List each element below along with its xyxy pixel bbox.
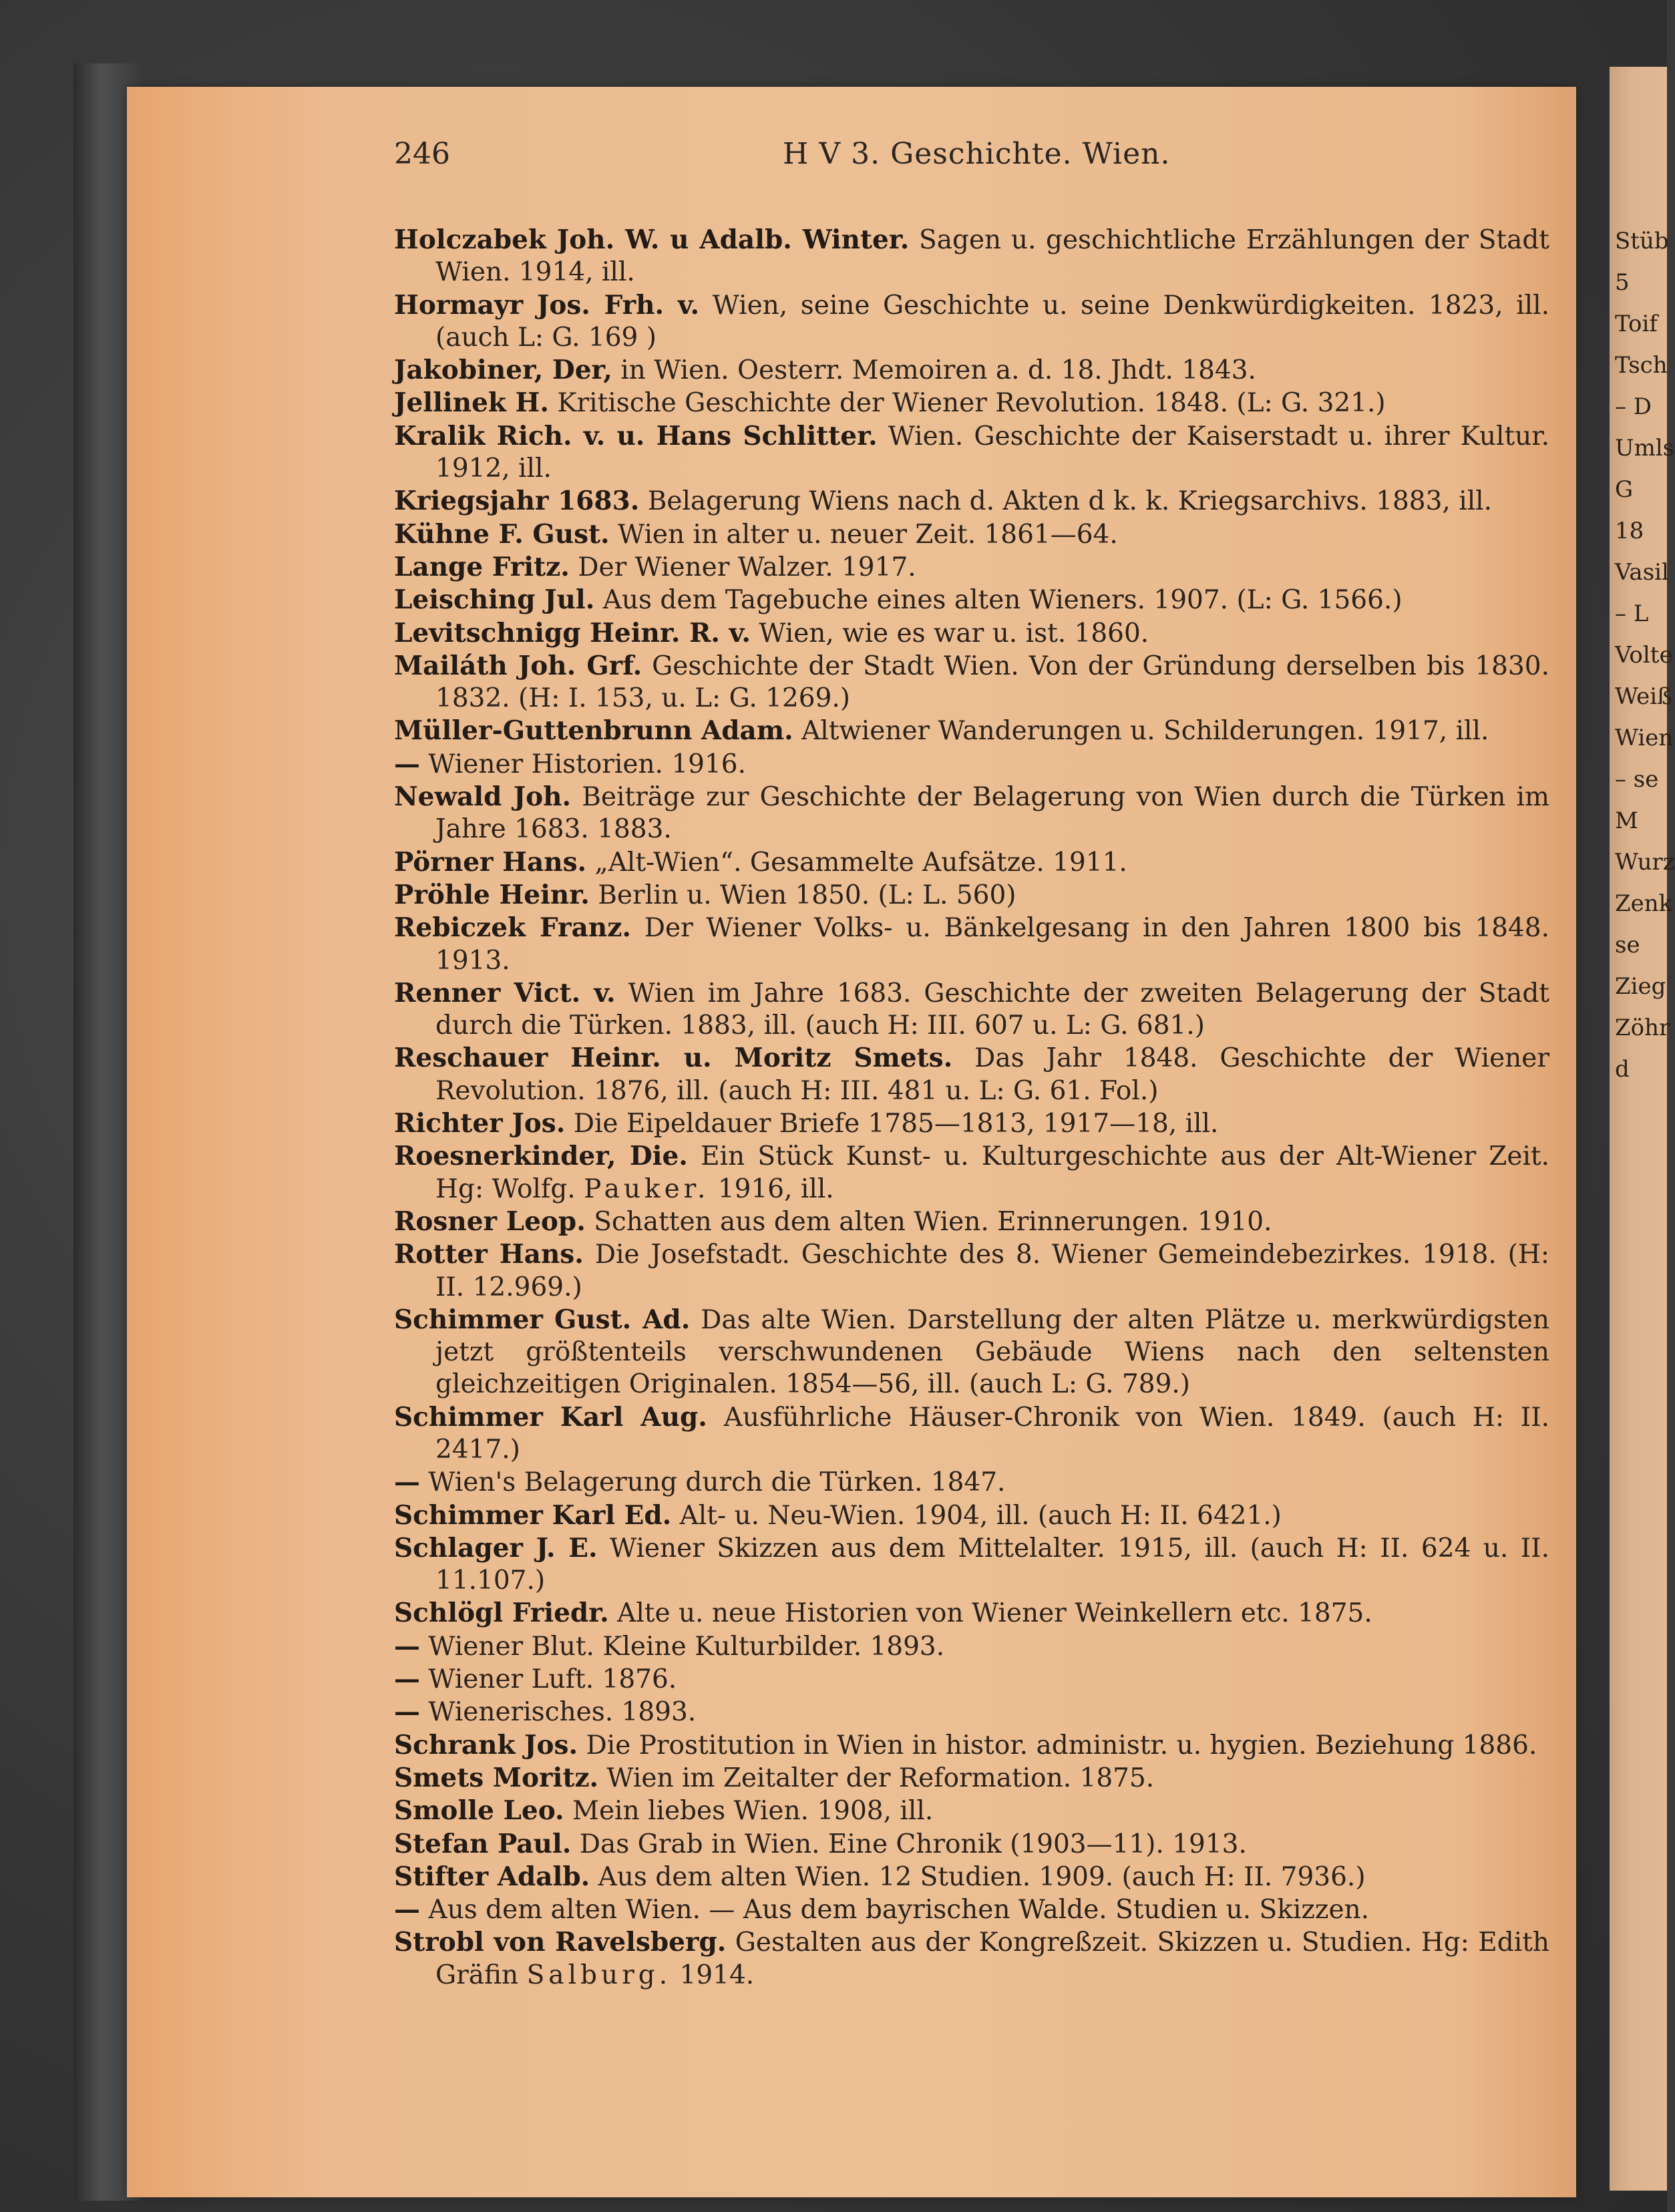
entry-text: Wiener Skizzen aus dem Mittelalter. 1915, ill. (auch H: II. 624 u. II. 11.107.) (435, 1533, 1549, 1596)
entry-text: Wien's Belagerung durch die Türken. 1847. (428, 1467, 1006, 1498)
entry-author: Roesnerkinder, Die. (394, 1141, 688, 1172)
bibliography-list (394, 224, 1549, 1992)
entry-text: Wien in alter u. neuer Zeit. 1861—64. (618, 519, 1118, 550)
entry-text: Der Wiener Walzer. 1917. (578, 552, 916, 582)
entry-author: Müller-Guttenbrunn Adam. (394, 715, 793, 747)
entry-author: — (394, 1467, 420, 1498)
bibliography-entry (394, 977, 1549, 1043)
bibliography-entry (394, 617, 1549, 650)
bibliography-entry (394, 289, 1549, 355)
bibliography-entry (394, 1107, 1549, 1140)
bibliography-entry (394, 354, 1549, 387)
entry-author: Schimmer Karl Aug. (394, 1401, 707, 1433)
adjacent-page-fragment: – se (1615, 766, 1659, 793)
adjacent-page-fragment: Zenk (1615, 890, 1673, 917)
entry-author: Hormayr Jos. Frh. v. (394, 289, 700, 321)
running-title: H V 3. Geschichte. Wien. (783, 137, 1171, 171)
entry-text: Aus dem Tagebuche eines alten Wieners. 1907. (L: G. 1566.) (602, 585, 1403, 616)
adjacent-page-fragment: Stüb (1615, 228, 1669, 254)
entry-author: Kühne F. Gust. (394, 518, 610, 550)
entry-text: Das Grab in Wien. Eine Chronik (1903—11). 1913. (579, 1829, 1247, 1859)
entry-author: — (394, 748, 420, 779)
bibliography-entry (394, 1893, 1549, 1926)
entry-author: Rosner Leop. (394, 1206, 586, 1237)
entry-text: Aus dem alten Wien. 12 Studien. 1909. (auch H: II. 7936.) (598, 1861, 1366, 1892)
entry-author: Pörner Hans. (394, 846, 587, 878)
entry-text: „Alt-Wien“. Gesammelte Aufsätze. 1911. (594, 847, 1127, 878)
entry-author: Smets Moritz. (394, 1762, 599, 1793)
entry-author: Reschauer Heinr. u. Moritz Smets. (394, 1043, 953, 1074)
entry-author: Renner Vict. v. (394, 977, 616, 1008)
entry-author: Stefan Paul. (394, 1828, 572, 1859)
bibliography-entry (394, 650, 1549, 715)
bibliography-entry (394, 420, 1549, 486)
entry-text: Beiträge zur Geschichte der Belagerung von Wien durch die Türken im Jahre 1683. 1883. (435, 782, 1549, 845)
bibliography-entry (394, 1401, 1549, 1467)
entry-text: Geschichte der Stadt Wien. Von der Gründung derselben bis 1830. 1832. (H: I. 153, u. L: G. 1269.) (435, 651, 1549, 714)
entry-text: Die Josefstadt. Geschichte des 8. Wiener Gemeindebezirkes. 1918. (H: II. 12.969.) (435, 1240, 1550, 1302)
adjacent-page-fragment: Volte (1615, 642, 1673, 669)
adjacent-page-fragment: Toif (1615, 311, 1658, 337)
bibliography-entry (394, 1597, 1549, 1630)
entry-author: Newald Joh. (394, 781, 572, 813)
entry-text: Mein liebes Wien. 1908, ill. (572, 1796, 934, 1827)
adjacent-page-fragment: Weiß (1615, 683, 1672, 710)
entry-author: Lange Fritz. (394, 551, 570, 582)
entry-text: Kritische Geschichte der Wiener Revolution. 1848. (L: G. 321.) (557, 388, 1386, 419)
page-number: 246 (394, 137, 450, 171)
bibliography-entry (394, 1140, 1549, 1206)
entry-author: Pröhle Heinr. (394, 879, 590, 910)
entry-author: Leisching Jul. (394, 584, 595, 616)
entry-text: Alt- u. Neu-Wien. 1904, ill. (auch H: II. 6421.) (679, 1500, 1282, 1531)
entry-text: Belagerung Wiens nach d. Akten d k. k. Kriegsarchivs. 1883, ill. (647, 486, 1493, 517)
entry-text: Wiener Historien. 1916. (428, 749, 747, 779)
bibliography-entry (394, 879, 1549, 912)
entry-text: Wien, wie es war u. ist. 1860. (759, 618, 1149, 649)
bibliography-entry (394, 584, 1549, 616)
adjacent-page-fragment: 18 (1615, 518, 1644, 544)
entry-author: Strobl von Ravelsberg. (394, 1927, 727, 1958)
entry-author: Rotter Hans. (394, 1239, 584, 1270)
bibliography-entry (394, 748, 1549, 781)
bibliography-entry (394, 1042, 1549, 1107)
adjacent-page-fragment: – D (1615, 393, 1652, 420)
bibliography-entry (394, 387, 1549, 419)
bibliography-entry (394, 1466, 1549, 1499)
entry-author: Kralik Rich. v. u. Hans Schlitter. (394, 420, 878, 451)
entry-text: Wien im Jahre 1683. Geschichte der zweiten Belagerung der Stadt durch die Türken. 1883, ill. (auch H: III. 607 u. L: G. 681.) (435, 978, 1549, 1041)
entry-author: Stifter Adalb. (394, 1861, 590, 1892)
bibliography-entry (394, 485, 1549, 518)
bibliography-entry (394, 912, 1549, 977)
adjacent-page-fragment: Umls (1615, 435, 1675, 462)
bibliography-entry (394, 518, 1549, 551)
bibliography-entry (394, 1828, 1549, 1861)
bibliography-entry (394, 1861, 1549, 1893)
entry-text: Das Jahr 1848. Geschichte der Wiener Revolution. 1876, ill. (auch H: III. 481 u. L: G. 61. Fol.) (435, 1043, 1549, 1106)
bibliography-entry (394, 1762, 1549, 1795)
entry-author: — (394, 1630, 420, 1662)
entry-author: Rebiczek Franz. (394, 912, 631, 944)
adjacent-page-text (1610, 67, 1675, 1090)
entry-text: Wien, seine Geschichte u. seine Denkwürdigkeiten. 1823, ill. (auch L: G. 169 ) (435, 290, 1550, 353)
bibliography-entry (394, 715, 1549, 747)
entry-text: Gestalten aus der Kongreßzeit. Skizzen u. Studien. Hg: Edith Gräfin (435, 1927, 1549, 1990)
entry-text: Alte u. neue Historien von Wiener Weinkellern etc. 1875. (617, 1598, 1372, 1629)
entry-text: Wien. Geschichte der Kaiserstadt u. ihrer Kultur. 1912, ill. (435, 421, 1549, 484)
adjacent-page-fragment: Vasil (1615, 559, 1669, 586)
entry-author: — (394, 1664, 420, 1695)
bibliography-entry (394, 1238, 1549, 1304)
adjacent-page-fragment: – L (1615, 600, 1649, 627)
entry-author: Schimmer Gust. Ad. (394, 1304, 691, 1335)
bibliography-entry (394, 846, 1549, 879)
adjacent-page-fragment: Zieg (1615, 973, 1666, 1000)
entry-tail: 1914. (679, 1960, 755, 1990)
bibliography-entry (394, 1696, 1549, 1728)
bibliography-entry (394, 1206, 1549, 1238)
entry-author: Smolle Leo. (394, 1795, 564, 1827)
entry-text: Sagen u. geschichtliche Erzählungen der Stadt Wien. 1914, ill. (435, 225, 1549, 288)
entry-text: in Wien. Oesterr. Memoiren a. d. 18. Jhdt. 1843. (620, 355, 1256, 386)
bibliography-entry (394, 781, 1549, 846)
bibliography-entry (394, 1304, 1549, 1401)
entry-text: Altwiener Wanderungen u. Schilderungen. 1917, ill. (801, 716, 1489, 747)
adjacent-page-fragment: Wien (1615, 725, 1674, 751)
bibliography-entry (394, 1663, 1549, 1696)
entry-author: Kriegsjahr 1683. (394, 486, 640, 517)
entry-author: Schlager J. E. (394, 1532, 598, 1563)
bibliography-entry (394, 551, 1549, 584)
entry-author: Holczabek Joh. W. u Adalb. Winter. (394, 224, 910, 255)
entry-author: Schlögl Friedr. (394, 1598, 609, 1629)
entry-text: Wienerisches. 1893. (428, 1697, 697, 1728)
entry-author: Schimmer Karl Ed. (394, 1499, 672, 1531)
entry-author: — (394, 1696, 420, 1728)
entry-tail: 1916, ill. (717, 1173, 834, 1204)
bibliography-entry (394, 1729, 1549, 1762)
entry-text: Wiener Blut. Kleine Kulturbilder. 1893. (428, 1631, 945, 1662)
adjacent-page-fragment: Zöhr (1615, 1015, 1670, 1041)
adjacent-page-fragment: 5 (1615, 269, 1630, 296)
bibliography-entry (394, 1532, 1549, 1598)
bibliography-entry (394, 1630, 1549, 1663)
entry-author: Levitschnigg Heinr. R. v. (394, 617, 751, 649)
bibliography-entry (394, 1926, 1549, 1992)
entry-text: Wien im Zeitalter der Reformation. 1875. (606, 1763, 1155, 1793)
entry-author: Mailáth Joh. Grf. (394, 650, 642, 681)
entry-text: Ausführliche Häuser-Chronik von Wien. 1849. (auch H: II. 2417.) (435, 1402, 1550, 1465)
entry-author: Jellinek H. (394, 387, 549, 419)
entry-author: Jakobiner, Der, (394, 355, 612, 386)
entry-text: Das alte Wien. Darstellung der alten Plätze u. merkwürdigsten jetzt größtenteils verschwundenen Gebäude Wiens nach den seltensten gleichzeitigen Originalen. 1854—56, ill. (auch L: G. 789.) (435, 1304, 1549, 1400)
bibliography-entry (394, 1499, 1549, 1532)
entry-author: Schrank Jos. (394, 1729, 578, 1761)
bibliography-entry (394, 1795, 1549, 1827)
entry-text: Aus dem alten Wien. — Aus dem bayrischen Walde. Studien u. Skizzen. (428, 1895, 1370, 1925)
entry-text: Die Prostitution in Wien in histor. administr. u. hygien. Beziehung 1886. (586, 1730, 1537, 1761)
adjacent-page-fragment: G (1615, 476, 1634, 503)
bibliography-entry (394, 224, 1549, 289)
adjacent-page-fragment: Wurz (1615, 849, 1675, 876)
entry-text: Der Wiener Volks- u. Bänkelgesang in den Jahren 1800 bis 1848. 1913. (435, 913, 1549, 976)
adjacent-page-fragment: M (1615, 807, 1638, 834)
entry-text: Ein Stück Kunst- u. Kulturgeschichte aus der Alt-Wiener Zeit. Hg: Wolfg. (435, 1141, 1550, 1204)
adjacent-page-fragment: se (1615, 932, 1640, 958)
entry-text: Die Eipeldauer Briefe 1785—1813, 1917—18, ill. (573, 1109, 1219, 1139)
entry-editor-name: Salburg. (526, 1960, 672, 1990)
adjacent-page-fragment: d (1615, 1056, 1630, 1083)
adjacent-page-edge (1610, 67, 1675, 2191)
entry-text: Wiener Luft. 1876. (428, 1664, 677, 1695)
entry-editor-name: Pauker. (584, 1173, 710, 1204)
entry-text: Schatten aus dem alten Wien. Erinnerungen. 1910. (594, 1206, 1272, 1237)
entry-author: Richter Jos. (394, 1108, 566, 1139)
entry-author: — (394, 1894, 420, 1925)
page-header (394, 137, 1596, 184)
entry-text: Berlin u. Wien 1850. (L: L. 560) (598, 880, 1016, 910)
adjacent-page-fragment: Tsch (1615, 352, 1668, 379)
